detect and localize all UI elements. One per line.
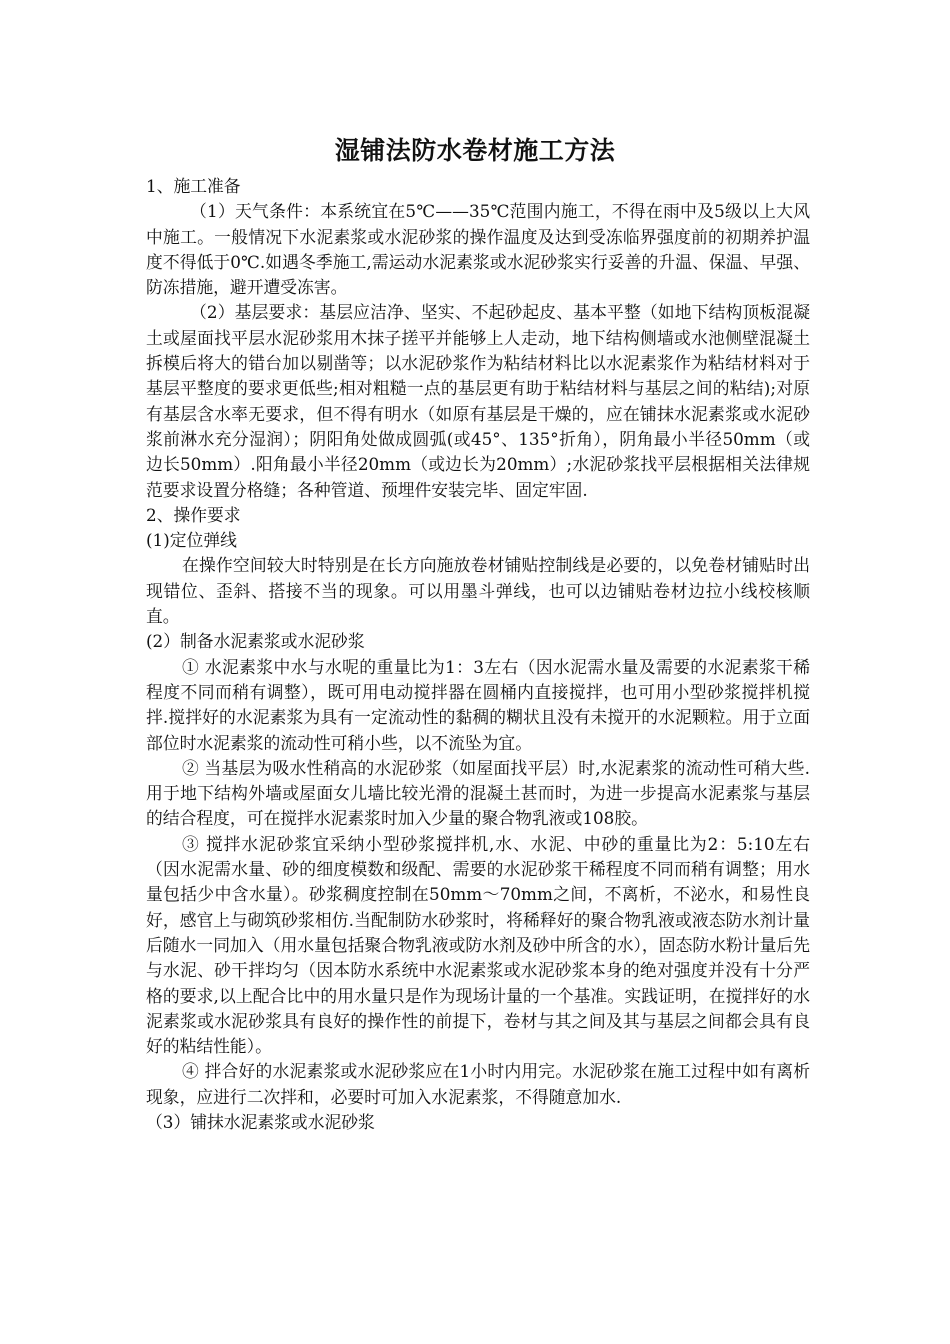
paragraph-item-3: ③ 搅拌水泥砂浆宜采纳小型砂浆搅拌机,水、水泥、中砂的重量比为2：5:10左右（因水泥需水量、砂的细度模数和级配、需要的水泥砂浆干稀程度不同而稍有调整；用水量包括少中含水量）。砂浆稠度控制在50mm～70mm之间，不离析，不泌水，和易性良好，感官上与砌筑砂浆相仿.当配制防水砂浆时，将稀释好的聚合物乳液或液态防水剂计量后随水一同加入（用水量包括聚合物乳液或防水剂及砂中所含的水），固态防水粉计量后先与水泥、砂干拌均匀（因本防水系统中水泥素浆或水泥砂浆本身的绝对强度并没有十分严格的要求,以上配合比中的用水量只是作为现场计量的一个基准。实践证明，在搅拌好的水泥素浆或水泥砂浆具有良好的操作性的前提下，卷材与其之间及其与基层之间都会具有良好的粘结性能）。: [146, 833, 810, 1057]
paragraph-item-1: ① 水泥素浆中水与水呢的重量比为1：3左右（因水泥需水量及需要的水泥素浆干稀程度不同而稍有调整），既可用电动搅拌器在圆桶内直接搅拌，也可用小型砂浆搅拌机搅拌.搅拌好的水泥素浆为具有一定流动性的黏稠的糊状且没有未搅开的水泥颗粒。用于立面部位时水泥素浆的流动性可稍小些，以不流坠为宜。: [146, 656, 810, 753]
subheading-spreading: （3）铺抹水泥素浆或水泥砂浆: [146, 1111, 375, 1132]
document-body: [146, 174, 810, 1135]
paragraph-base-layer: （2）基层要求：基层应洁净、坚实、不起砂起皮、基本平整（如地下结构顶板混凝土或屋面找平层水泥砂浆用木抹子搓平并能够上人走动，地下结构侧墙或水池侧壁混凝土拆模后将大的错台加以剔凿等；以水泥砂浆作为粘结材料比以水泥素浆作为粘结材料对于基层平整度的要求更低些;相对粗糙一点的基层更有助于粘结材料与基层之间的粘结);对原有基层含水率无要求，但不得有明水（如原有基层是干燥的，应在铺抹水泥素浆或水泥砂浆前淋水充分湿润）；阴阳角处做成圆弧(或45°、135°折角），阴角最小半径50mm（或边长50mm）.阳角最小半径20mm（或边长为20mm）;水泥砂浆找平层根据相关法律规范要求设置分格缝；各种管道、预埋件安装完毕、固定牢固.: [146, 302, 810, 500]
document-title: 湿铺法防水卷材施工方法: [334, 136, 616, 165]
subheading-positioning: (1)定位弹线: [146, 530, 237, 551]
section-heading-operation: 2、操作要求: [146, 504, 241, 525]
section-heading-preparation: 1、施工准备: [146, 176, 241, 196]
paragraph-item-4: ④ 拌合好的水泥素浆或水泥砂浆应在1小时内用完。水泥砂浆在施工过程中如有离析现象，应进行二次拌和，必要时可加入水泥素浆，不得随意加水.: [146, 1061, 810, 1107]
paragraph-item-2: ② 当基层为吸水性稍高的水泥砂浆（如屋面找平层）时,水泥素浆的流动性可稍大些.用于地下结构外墙或屋面女儿墙比较光滑的混凝土甚而时，为进一步提高水泥素浆与基层的结合程度，可在搅拌水泥素浆时加入少量的聚合物乳液或108胶。: [146, 757, 810, 829]
paragraph-weather: （1）天气条件：本系统宜在5℃——35℃范围内施工，不得在雨中及5级以上大风中施工。一般情况下水泥素浆或水泥砂浆的操作温度及达到受冻临界强度前的初期养护温度不得低于0℃.如遇冬季施工,需运动水泥素浆或水泥砂浆实行妥善的升温、保温、早强、防冻措施，避开遭受冻害。: [146, 201, 810, 298]
subheading-preparation-slurry: (2）制备水泥素浆或水泥砂浆: [146, 631, 365, 652]
paragraph-positioning: 在操作空间较大时特别是在长方向施放卷材铺贴控制线是必要的，以免卷材铺贴时出现错位、歪斜、搭接不当的现象。可以用墨斗弹线，也可以边铺贴卷材边拉小线校核顺直。: [146, 555, 810, 627]
